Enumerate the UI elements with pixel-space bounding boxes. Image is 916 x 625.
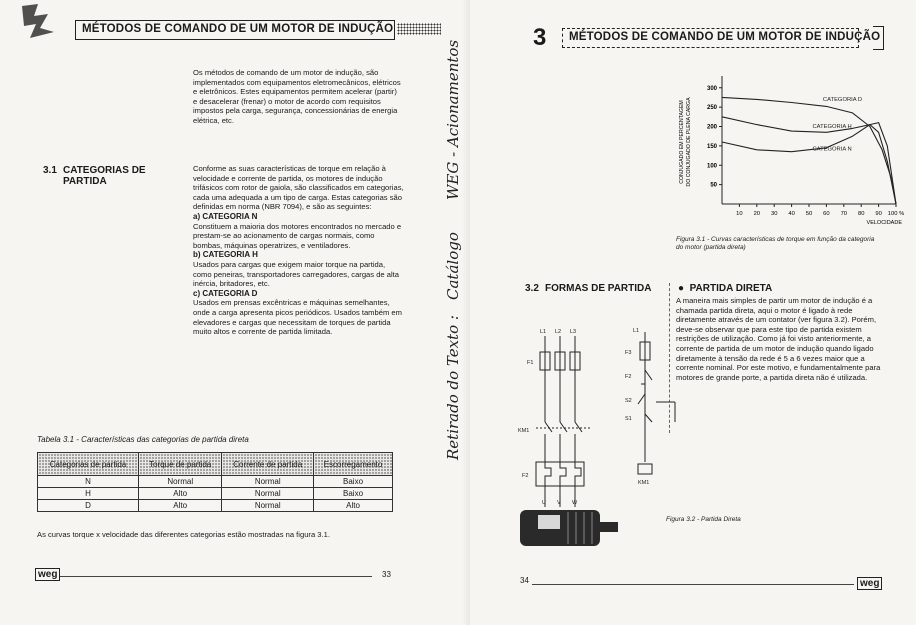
- x-tick-label: 90: [875, 211, 882, 217]
- x-axis-label: VELOCIDADE: [866, 220, 902, 226]
- label-s1: S1: [625, 416, 632, 422]
- chart-series-group: [722, 97, 896, 204]
- label-u: U: [542, 500, 546, 506]
- bullet-icon: ●: [678, 283, 685, 294]
- table-header: Corrente de partida: [222, 453, 314, 476]
- label-l1: L1: [540, 329, 547, 335]
- torque-speed-chart: [674, 72, 914, 242]
- x-tick-label: 10: [736, 211, 743, 217]
- x-tick-label: 70: [840, 211, 848, 217]
- right-header: MÉTODOS DE COMANDO DE UM MOTOR DE INDUÇÃO: [562, 28, 859, 48]
- category-h-title: b) CATEGORIA H: [193, 250, 258, 260]
- figure-3-1-caption: Figura 3.1 - Curvas características de torque em função da categoria do motor (partida direta): [676, 236, 875, 251]
- y-tick-label: 50: [710, 182, 717, 189]
- y-tick-label: 200: [706, 124, 717, 131]
- label-f1: F1: [527, 360, 534, 366]
- footer-rule: [532, 584, 854, 585]
- series-label: CATEGORIA H: [812, 124, 852, 131]
- category-d-title: c) CATEGORIA D: [193, 288, 258, 298]
- table-cell: Normal: [222, 488, 314, 500]
- series-line-categoria-d: [722, 97, 896, 204]
- label-w: W: [572, 500, 578, 506]
- chapter-number: 3: [533, 24, 547, 51]
- x-tick-label: 60: [823, 211, 830, 217]
- section-3-1-title: 3.1 CATEGORIAS DE PARTIDA: [43, 165, 146, 187]
- handwritten-note-1: WEG - Acionamentos: [444, 39, 462, 200]
- table-cell: Alto: [314, 500, 393, 512]
- left-header: MÉTODOS DE COMANDO DE UM MOTOR DE INDUÇÃO: [75, 20, 395, 40]
- table-cell: H: [38, 488, 139, 500]
- y-tick-label: 100: [706, 163, 717, 170]
- category-n-title: a) CATEGORIA N: [193, 211, 258, 221]
- series-label: CATEGORIA D: [822, 96, 863, 103]
- bracket-mark: [873, 26, 884, 50]
- table-cell: N: [38, 476, 139, 488]
- categories-table: [37, 452, 393, 512]
- table-row: [38, 500, 393, 512]
- page-number-left: 33: [382, 570, 391, 579]
- partida-direta-title: ● PARTIDA DIRETA: [678, 283, 773, 294]
- series-line-categoria-n: [722, 123, 896, 204]
- x-tick-label: 50: [805, 211, 813, 217]
- y-tick-label: 150: [706, 143, 717, 150]
- label-l2: L2: [555, 329, 562, 335]
- figure-3-2-caption: Figura 3.2 - Partida Direta: [666, 516, 741, 523]
- label-ctrl-l1: L1: [633, 328, 640, 334]
- table-row: [38, 476, 393, 488]
- y-tick-label: 300: [706, 85, 717, 92]
- table-cell: Baixo: [314, 488, 393, 500]
- table-row: [38, 488, 393, 500]
- table-header: Torque de partida: [139, 453, 222, 476]
- page-number-right: 34: [520, 576, 529, 585]
- partida-direta-text: A maneira mais simples de partir um motor de indução é a chamada partida direta, aqui o motor é ligado à rede diretamente através de um contator (ver figura 3.2). Porém, deve-se observar que para este tipo de partida existem restrições de utilização. Como já foi visto anteriormente, a corrente de partida de um motor de indução quando ligado diretamente à tensão da rede é 5 a 6 vezes maior que a corrente nominal. Por este motivo, e fundamentalmente para motores de grande porte, a partida direta não é utilizada.: [676, 296, 881, 382]
- table-header: Escorregamento: [314, 453, 393, 476]
- label-ctrl-km1: KM1: [638, 480, 650, 486]
- x-tick-label: 80: [857, 211, 865, 217]
- footer-rule: [37, 576, 372, 577]
- table-cell: Alto: [139, 500, 222, 512]
- chart-axes: [719, 76, 896, 207]
- weg-logo: weg: [35, 568, 60, 581]
- label-v: V: [557, 500, 561, 506]
- label-l3: L3: [570, 329, 577, 335]
- section-3-2-title: 3.2 FORMAS DE PARTIDA: [525, 283, 652, 294]
- label-f2: F2: [522, 473, 529, 479]
- category-d-text: Usados em prensas excêntricas e máquinas semelhantes, onde a carga apresenta picos periódicos. Usados também em elevadores e cargas que necessitam de torques de partida muito altos e corrente de partida limitada.: [193, 298, 402, 337]
- right-page: [470, 0, 916, 625]
- table-cell: Normal: [222, 500, 314, 512]
- table-header: Categorias de partida: [38, 453, 139, 476]
- weg-logo: weg: [857, 577, 882, 590]
- x-tick-label: 40: [788, 211, 795, 217]
- table-cell: Baixo: [314, 476, 393, 488]
- category-h-text: Usados para cargas que exigem maior torque na partida, como peneiras, transportadores carregadores, cargas de alta inércia, britadores, etc.: [193, 259, 399, 289]
- table-cell: Normal: [222, 476, 314, 488]
- label-ctrl-f2: F2: [625, 374, 632, 380]
- x-tick-label: 100 %: [887, 211, 905, 217]
- handwritten-note-2: Catálogo: [444, 232, 462, 300]
- intro-paragraph: Os métodos de comando de um motor de indução, são implementados com equipamentos eletromecânicos, elétricos e eletrônicos. Estes equipamentos permitem acelerar (partir) e desacelerar (frenar) o motor de acordo com requisitos impostos pela carga, segurança, concessionárias de energia elétrica, etc.: [193, 68, 401, 125]
- label-s2: S2: [625, 398, 632, 404]
- series-line-categoria-h: [722, 117, 896, 204]
- table-caption: Tabela 3.1 - Características das categorias de partida direta: [37, 435, 249, 444]
- table-cell: D: [38, 500, 139, 512]
- y-tick-label: 250: [706, 105, 717, 112]
- scan-corner-mark-icon: [18, 2, 60, 42]
- x-tick-label: 20: [753, 211, 761, 217]
- x-tick-label: 30: [770, 211, 778, 217]
- motor-icon: [520, 510, 618, 546]
- y-axis-label-line1: CONJUGADO EM PERCENTAGEM: [679, 100, 685, 184]
- y-axis-label-line2: DO CONJUGADO DE PLENA CARGA: [686, 97, 692, 187]
- series-label: CATEGORIA N: [812, 146, 852, 153]
- closing-paragraph: As curvas torque x velocidade das diferentes categorias estão mostradas na figura 3.1.: [37, 530, 330, 539]
- direct-start-wiring-diagram: [500, 322, 690, 552]
- label-ctrl-f3: F3: [625, 350, 632, 356]
- handwritten-note-3: Retirado do Texto :: [444, 315, 462, 460]
- table-cell: Alto: [139, 488, 222, 500]
- table-cell: Normal: [139, 476, 222, 488]
- label-km1: KM1: [518, 428, 530, 434]
- category-n-text: Constituem a maioria dos motores encontrados no mercado e prestam-se ao acionamento de cargas normais, como bombas, máquinas operatrizes, e ventiladores.: [193, 221, 402, 250]
- categories-section-body: Conforme as suas características de torque em relação à velocidade e corrente de partida, os motores de indução trifásicos com rotor de gaiola, são classificados em categorias, cada uma adequada a um tipo de carga. Estas categorias são definidas em norma (NBR 7094), e são as seguintes: a) CATEGORIA N Constituem a maioria dos motores encontrados no mercado e prestam-se ao acionamento de cargas normais, como bombas, máquinas operatrizes, e ventiladores. b) CATEGORIA H Usados para cargas que exigem maior torque na partida, como peneiras, transportadores carregadores, cargas de alta inércia, britadores, etc. c) CATEGORIA D Usados em prensas excêntricas e máquinas semelhantes, onde a carga apresenta picos periódicos. Usados também em elevadores e cargas que necessitam de torques de partida muito altos e corrente de partida limitada.: [193, 164, 404, 337]
